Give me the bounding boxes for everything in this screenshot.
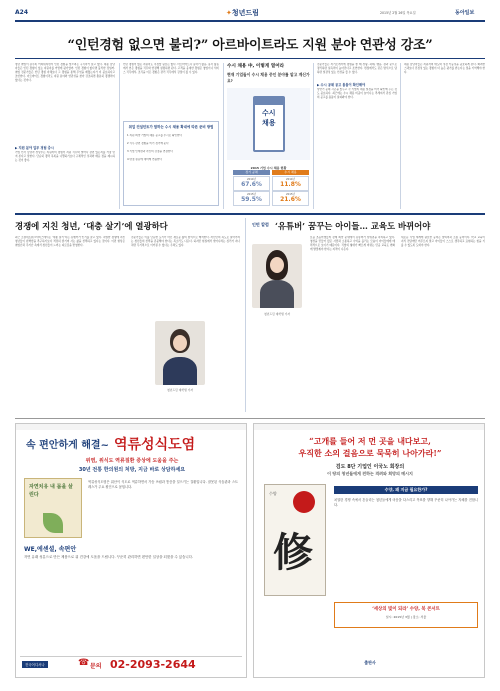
main-headline: “인턴경험 없으면 불리?” 아르바이트라도 지원 분야 연관성 강조”	[67, 38, 433, 53]
ad-left-sub: WE,에센셜, 속편안	[24, 546, 77, 553]
article1-body-2: 인턴 경험이 없는 지원자도 걱정할 필요는 없다. 아르바이트나 동아리 활동, 봉사 활동에서 얻은 경험을 직무와 연결해 설명하면 된다. 고객을 응대한 경험은 영업이나 서비스 직무에서, 조직을 이끈 경험은 관리 직무에서 강점이 될 수 있다.	[123, 63, 219, 74]
article1-column-1	[15, 63, 115, 209]
column-divider	[119, 63, 120, 209]
stats-table	[233, 170, 309, 208]
stat-cell: 2015년 59.5%	[233, 191, 270, 206]
poll-tip: 2 직무 관련 경험을 미리 정리해 둔다	[127, 141, 169, 145]
ad-phone-label: 문의	[90, 663, 102, 670]
stat-cell: 2015년 21.6%	[272, 191, 309, 206]
column-divider	[223, 63, 224, 209]
reporter-photo	[155, 321, 205, 385]
ad-right-question: 수양, 왜 지금 필요한가?	[334, 486, 478, 494]
article1-body-3b: 채용 담당자들은 지원자의 태도와 성장 가능성을 중요하게 본다. 화려한 스펙보다 진정성 있는 경험이 더 높은 평가를 받는다는 점을 기억해야 한다.	[404, 63, 485, 74]
column-divider	[400, 63, 401, 209]
stamp-text: 수시채용	[262, 109, 276, 128]
badge-icon	[293, 491, 315, 513]
ad-right-book-cover	[264, 484, 326, 596]
ad-left-slogan: 속 편안하게 해결~	[26, 440, 109, 451]
article1-body-1b: 기업 인사 담당자 상당수는 지원자의 경험이 지원 직무와 얼마나 관련 있는지를 가장 먼저 본다고 말한다. 단순히 경력 목록을 나열하기보다 구체적인 성과와 배운 점을 제시하는 것이 좋다.	[15, 151, 115, 162]
article2-body-2: 전문가들은 이를 단순한 포기가 아닌 새로운 삶의 방식으로 해석한다. 자신만의 속도로 살아가려는 청년들의 선택을 존중해야 한다는 목소리도 나온다. 하지만 현실에서 벗어나려는 심리가 지나치면 무기력으로 이어질 수 있다는 우려도 있다.	[131, 236, 240, 247]
stat-cell: 2014년 11.8%	[272, 176, 309, 191]
page-number: A24	[15, 9, 28, 16]
ad-right-publisher: 출판사	[364, 660, 376, 665]
ad-left-brand: 역류성식도염	[114, 437, 196, 453]
article2-headline: 경쟁에 지친 청년, ‘대충 살기’에 열광하다	[15, 221, 168, 231]
stat-cell: 2014년 67.6%	[233, 176, 270, 191]
section-rule	[15, 213, 485, 215]
ad-left-line1: 위염, 위식도 역류질환 증상에 도움을 주는	[85, 458, 179, 464]
ad-phone-number[interactable]: 02-2093-2644	[110, 658, 196, 671]
ad-left-top-banner	[16, 424, 246, 430]
headline-rule	[15, 58, 485, 59]
calendar-icon	[253, 96, 285, 152]
ad-right-quote2: 우직한 소의 걸음으로 묵묵히 나아가라!”	[298, 448, 442, 458]
column-divider	[313, 63, 314, 209]
reporter-caption: 청년드림 대학생 기자	[166, 388, 194, 392]
header-rule	[15, 20, 485, 22]
article1-column-4	[404, 63, 485, 209]
ad-book-title: 자연치유 내 몸을 살린다	[29, 484, 73, 498]
poll-tip: 3 기업 인재상과 자신의 강점을 연결한다	[127, 149, 173, 153]
ad-left-body2: 자연 유래 성분으로 만든 제품으로 위 건강에 도움을 드립니다. 꾸준히 관리하면 편안한 일상을 되찾을 수 있습니다.	[24, 555, 193, 559]
poll-table	[227, 209, 310, 210]
chart-title: 2015 기업 수시 채용 현황	[250, 166, 287, 171]
ad-book-cover	[24, 478, 82, 538]
page-header	[0, 8, 500, 19]
ad-right-quote1: “고개를 들어 저 먼 곳을 내다보고,	[309, 436, 431, 446]
article1-column-2	[123, 63, 219, 209]
poll-tip: 4 면접 질문에 대비해 연습한다	[127, 157, 163, 161]
col-header-regular: 정기 공채	[233, 170, 270, 175]
ad-section-rule	[15, 418, 485, 419]
poll-box	[123, 121, 219, 206]
column-label: 인턴 칼럼	[252, 222, 269, 227]
ad-right-sub: 검도 8단 기업인 이국노 회장의	[335, 464, 405, 470]
poll-tips	[127, 134, 215, 162]
reporter-caption: 청년드림 대학생 기자	[263, 312, 291, 316]
leaf-icon	[43, 513, 63, 533]
ad-right-event-info: 일시: 2015년 3월 | 장소: 서울	[385, 615, 427, 619]
article1-subhead-2: ▶ 수시 공채 공고 틈틈이 확인해야	[317, 83, 366, 87]
poll-box-title: 취업 컨설턴트가 말하는 수시 채용 확대에 따른 준비 방법	[128, 125, 214, 129]
paper-name: 동아일보	[455, 10, 475, 16]
ad-left-line2: 30년 전통 한의원의 처방, 지금 바로 상담하세요	[78, 467, 186, 473]
stamp-graphic	[227, 88, 310, 160]
issue-date: 2015년 2월 26일 목요일	[380, 11, 416, 15]
col-header-rolling: 수시 채용	[272, 170, 309, 175]
article1-body-1: 청년 취업이 갈수록 어려워지면서 인턴 경험을 쌓으려는 구직자가 늘고 있다. 채용 담당자들은 인턴 경험이 있는 지원자를 어떻게 평가할까. 인턴 경험이 없다면 불리한 것일까. 취업 전문가들은 인턴 경험 자체보다 그 경험을 통해 무엇을 배웠는지가 더 중요하다고 조언한다. 아르바이트 경험이라도 지원 분야와 연관성을 찾아 강조하면 충분히 경쟁력이 있다는 것이다.	[15, 63, 115, 82]
article2-body-1: 최근 소셜네트워크서비스에서는 ‘대충 살기’라는 유행어가 인기를 끌고 있다. 치열한 경쟁에 지친 청년들이 완벽함을 추구하기보다 적당히 즐기며 사는 삶을 선택하고 있다는 것이다. 이런 현상은 취업난과 주거난 속에서 청년들이 느끼는 피로감을 반영한다.	[15, 236, 125, 247]
article3-body	[252, 236, 485, 411]
reporter-photo	[252, 244, 302, 308]
ad-left	[15, 423, 247, 678]
article3-headline: ‘유튜버’ 꿈꾸는 아이들… 교육도 바뀌어야	[275, 221, 431, 231]
article1-body-2b: 상반기 공채 시즌을 앞두고 각 기업의 채용 일정을 미리 확인해 두는 것도 중요하다. 최근에는 수시 채용 비중이 늘어나는 추세여서 관심 기업의 공고를 틈틈이 살펴봐야 한다.	[317, 88, 397, 99]
ad-right-sub2: 이 땅의 청년들에게 전하는 격려와 희망의 메시지	[327, 471, 413, 476]
phone-icon: ☎	[78, 658, 90, 668]
brand-logo: ✦청년드림	[226, 9, 259, 17]
article3-body-1: 요즘 초등학생들의 장래 희망 순위에서 유튜버가 상위권을 차지하고 있다. 영상을 만들어 많은 사람과 소통하고 수익을 올리는 모습이 아이들에게 매력적으로 보이기 때문이다. 직업의 형태가 빠르게 바뀌는 만큼 교육도 변화에 발맞춰야 한다는 지적이 나온다.	[310, 236, 395, 251]
ad-right	[253, 423, 485, 678]
article3-body-2: 새로운 직업 세계에 필요한 능력은 창의력과 소통 능력이다. 학교 교육이 지식 전달에만 머무르지 말고 아이들이 스스로 생각하고 표현하는 힘을 기를 수 있도록 도와야 한다.	[401, 236, 485, 247]
ad-contact-label: 전국어디서나	[22, 661, 48, 668]
poll-tip: 1 지원 희망 기업의 채용 공고를 수시로 확인한다	[127, 133, 183, 137]
ad-right-desc: 치열한 경쟁 속에서 흔들리는 청년들에게 마음을 다스리고 목표를 향해 꾸준히 나아가는 지혜를 전합니다.	[334, 498, 478, 507]
ad-right-book-main: 修	[273, 529, 313, 576]
article1-subhead-1: ▶ 지원 분야 업무 경험 중시	[15, 146, 54, 150]
article1-column-3	[317, 63, 397, 209]
column-divider	[245, 218, 246, 412]
sun-icon: ✦	[226, 9, 232, 17]
ad-right-event-title: ‘세상의 빛이 되라’ 수양, 북 콘서트	[372, 607, 440, 612]
article1-body-3: 전문가들은 자기소개서에 경험을 쓸 때 상황, 과제, 행동, 결과 순으로 정리하면 설득력이 높아진다고 조언한다. 면접에서도 같은 방식으로 답하면 일관성 있는 인상을 줄 수 있다.	[317, 63, 397, 74]
ad-right-book-label: 수양	[269, 491, 277, 496]
ad-left-body: 역류성식도염은 위산이 식도로 역류하면서 가슴 쓰림과 통증을 일으키는 질환입니다. 잘못된 식습관과 스트레스가 주요 원인으로 꼽힙니다.	[88, 480, 238, 489]
poll-question: 현재 기업들이 수시 채용 중인 분야를 알고 계신가요?	[227, 72, 310, 83]
ad-right-top-banner	[254, 424, 484, 430]
ad-right-event[interactable]	[334, 602, 478, 628]
ad-left-contact[interactable]	[20, 656, 242, 672]
article2-body	[15, 236, 240, 411]
poll-heading: 수시 채용 中, 이렇게 열어라	[227, 64, 285, 69]
